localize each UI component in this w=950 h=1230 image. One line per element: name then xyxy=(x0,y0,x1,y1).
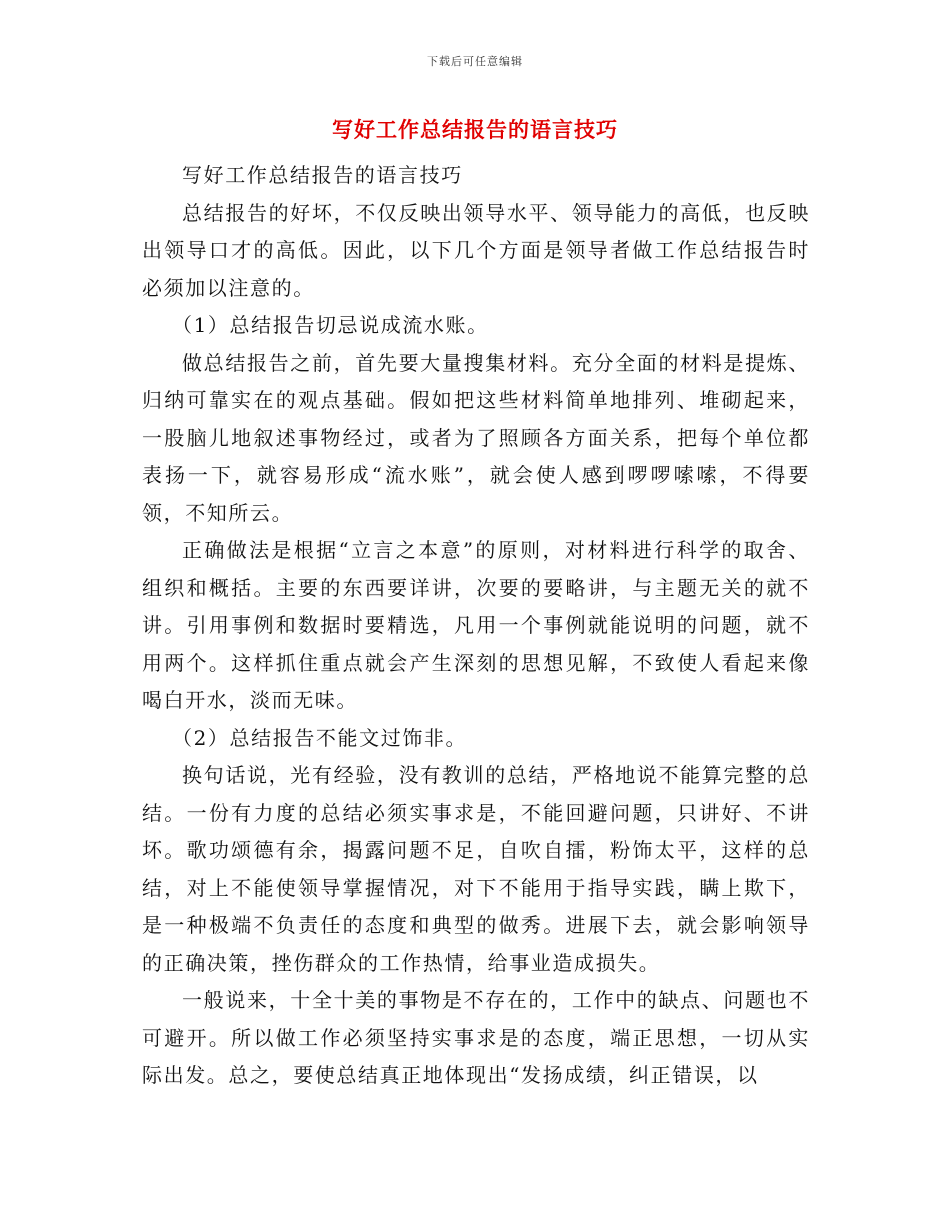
section-heading-1: （1）总结报告切忌说成流水账。 xyxy=(172,313,489,337)
paragraph: 做总结报告之前，首先要大量搜集材料。充分全面的材料是提炼、归纳可靠实在的观点基础。假如把这些材料简单地排列、堆砌起来，一股脑儿地叙述事物经过，或者为了照顾各方面关系，把每个单位都表扬一下，就容易形成“流水账”，就会使人感到啰啰嗦嗦，不得要领，不知所云。 xyxy=(142,350,810,525)
section-heading-2: （2）总结报告不能文过饰非。 xyxy=(172,725,468,750)
page-header-note: 下载后可任意编辑 xyxy=(427,55,523,68)
paragraph-subtitle: 写好工作总结报告的语言技巧 xyxy=(182,163,463,187)
paragraph: 正确做法是根据“立言之本意”的原则，对材料进行科学的取舍、组织和概括。主要的东西要详讲，次要的要略讲，与主题无关的就不讲。引用事例和数据时要精选，凡用一个事例就能说明的问题，就不用两个。这样抓住重点就会产生深刻的思想见解，不致使人看起来像喝白开水，淡而无味。 xyxy=(142,538,810,712)
paragraph: 换句话说，光有经验，没有教训的总结，严格地说不能算完整的总结。一份有力度的总结必须实事求是，不能回避问题，只讲好、不讲坏。歌功颂德有余，揭露问题不足，自吹自擂，粉饰太平，这样的总结，对上不能使领导掌握情况，对下不能用于指导实践，瞒上欺下，是一种极端不负责任的态度和典型的做秀。进展下去，就会影响领导的正确决策，挫伤群众的工作热情，给事业造成损失。 xyxy=(142,763,810,975)
document-body xyxy=(142,157,810,1095)
paragraph-intro: 总结报告的好坏，不仅反映出领导水平、领导能力的高低，也反映出领导口才的高低。因此，以下几个方面是领导者做工作总结报告时必须加以注意的。 xyxy=(142,200,810,300)
paragraph: 一般说来，十全十美的事物是不存在的，工作中的缺点、问题也不可避开。所以做工作必须坚持实事求是的态度，端正思想，一切从实际出发。总之，要使总结真正地体现出“发扬成绩，纠正错误，以 xyxy=(142,988,810,1087)
document-title: 写好工作总结报告的语言技巧 xyxy=(332,117,618,142)
